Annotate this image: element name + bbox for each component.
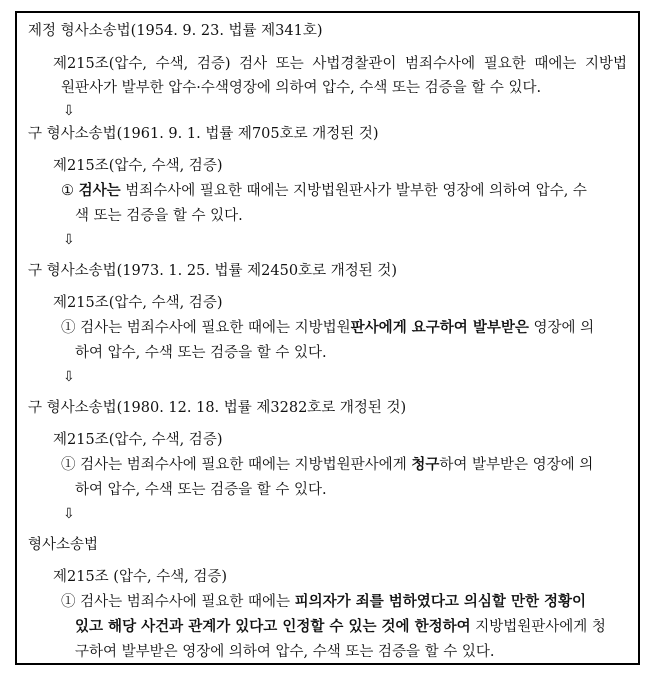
section4-paragraph-line2: 하여 압수, 수색 또는 검증을 할 수 있다. — [75, 482, 327, 498]
section5-article: 제215조 (압수, 수색, 검증) — [53, 569, 228, 585]
emphasis-text: 판사에게 요구하여 발부받은 — [350, 320, 529, 336]
section3-title: 구 형사소송법(1973. 1. 25. 법률 제2450호로 개정된 것) — [28, 263, 397, 279]
section4-paragraph-line1 — [61, 455, 593, 475]
paragraph-text: 영장에 의 — [528, 320, 595, 336]
section5-paragraph-line2 — [75, 617, 606, 637]
paragraph-text: ① 검사는 범죄수사에 필요한 때에는 — [61, 594, 295, 610]
section1-title: 제정 형사소송법(1954. 9. 23. 법률 제341호) — [28, 23, 323, 39]
emphasis-text: 피의자가 죄를 범하였다고 의심할 만한 정황이 — [294, 594, 587, 610]
section2-title: 구 형사소송법(1961. 9. 1. 법률 제705호로 개정된 것) — [28, 126, 379, 142]
section3-paragraph-line1 — [61, 318, 594, 338]
section3-article: 제215조(압수, 수색, 검증) — [53, 295, 223, 311]
document-frame — [15, 11, 640, 665]
emphasis-text: 청구 — [411, 457, 440, 473]
emphasis-text: 있고 해당 사건과 관계가 있다고 인정할 수 있는 것에 한정하여 — [75, 619, 471, 635]
paragraph-text: 범죄수사에 필요한 때에는 지방법원판사가 발부한 영장에 의하여 압수, 수 — [120, 183, 587, 199]
section5-title: 형사소송법 — [28, 537, 99, 553]
paragraph-text: 하여 발부받은 영장에 의 — [439, 457, 594, 473]
paragraph-marker: ① — [61, 183, 79, 199]
down-arrow-icon: ⇩ — [63, 506, 75, 522]
section5-paragraph-line3: 구하여 발부받은 영장에 의하여 압수, 수색 또는 검증을 할 수 있다. — [75, 644, 495, 660]
down-arrow-icon: ⇩ — [63, 103, 75, 119]
section2-paragraph-line2: 색 또는 검증을 할 수 있다. — [75, 208, 243, 224]
paragraph-text: ① 검사는 범죄수사에 필요한 때에는 지방법원판사에게 — [61, 457, 412, 473]
down-arrow-icon: ⇩ — [63, 232, 75, 248]
paragraph-text: ① 검사는 범죄수사에 필요한 때에는 지방법원 — [61, 320, 351, 336]
section1-article-line2: 원판사가 발부한 압수·수색영장에 의하여 압수, 수색 또는 검증을 할 수 있다. — [61, 80, 542, 96]
section2-paragraph-line1 — [61, 181, 587, 201]
section4-article: 제215조(압수, 수색, 검증) — [53, 432, 223, 448]
emphasis-text: 검사는 — [78, 183, 121, 199]
section3-paragraph-line2: 하여 압수, 수색 또는 검증을 할 수 있다. — [75, 345, 327, 361]
paragraph-text: 지방법원판사에게 청 — [470, 619, 606, 635]
section4-title: 구 형사소송법(1980. 12. 18. 법률 제3282호로 개정된 것) — [28, 400, 407, 416]
section5-paragraph-line1 — [61, 592, 586, 612]
section2-article: 제215조(압수, 수색, 검증) — [53, 158, 223, 174]
section1-article-line1: 제215조(압수, 수색, 검증) 검사 또는 사법경찰관이 범죄수사에 필요한 때에는 지방법 — [53, 56, 627, 72]
down-arrow-icon: ⇩ — [63, 369, 75, 385]
